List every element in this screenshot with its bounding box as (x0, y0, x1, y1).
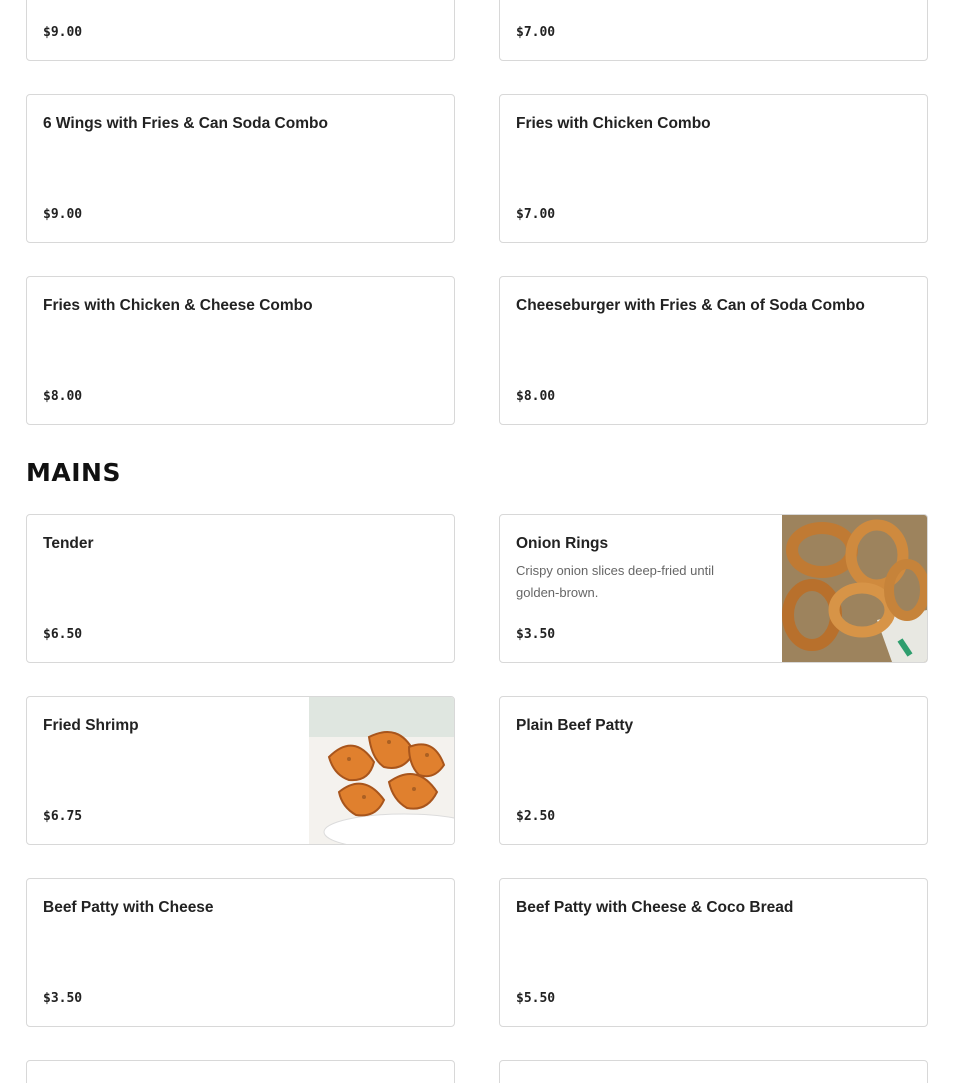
menu-item-name: Fries with Chicken & Cheese Combo (43, 297, 313, 314)
menu-item-card[interactable] (26, 1060, 455, 1083)
menu-item-price: $5.50 (516, 991, 556, 1006)
menu-item-card[interactable] (499, 276, 928, 425)
menu-item-card[interactable] (26, 514, 455, 663)
menu-item-price: $2.50 (516, 809, 556, 824)
menu-item-price: $6.50 (43, 627, 83, 642)
menu-item-price: $9.00 (43, 25, 83, 40)
menu-item-price: $9.00 (43, 207, 83, 222)
menu-item-card[interactable] (499, 696, 928, 845)
fried-shrimp-photo (309, 697, 454, 844)
menu-item-price: $3.50 (516, 627, 556, 642)
menu-item-price: $7.00 (516, 25, 556, 40)
menu-item-price: $3.50 (43, 991, 83, 1006)
menu-item-card[interactable] (499, 878, 928, 1027)
menu-item-card[interactable] (499, 1060, 928, 1083)
menu-item-card[interactable] (499, 0, 928, 61)
menu-item-description: Crispy onion slices deep-fried until golden-brown. (516, 563, 714, 600)
menu-item-card[interactable] (26, 94, 455, 243)
menu-item-name: Beef Patty with Cheese (43, 899, 214, 916)
menu-item-card[interactable] (26, 878, 455, 1027)
menu-item-name: Plain Beef Patty (516, 717, 634, 734)
menu-item-card[interactable] (26, 276, 455, 425)
menu-item-name: 6 Wings with Fries & Can Soda Combo (43, 115, 328, 132)
menu-item-card[interactable] (26, 0, 455, 61)
menu-item-price: $8.00 (43, 389, 83, 404)
menu-item-name: Onion Rings (516, 535, 609, 552)
section-title-mains: MAINS (26, 458, 121, 487)
menu-item-name: Fries with Chicken Combo (516, 115, 711, 132)
menu-item-name: Tender (43, 535, 94, 552)
menu-item-card[interactable] (499, 514, 928, 663)
menu-item-name: Beef Patty with Cheese & Coco Bread (516, 899, 794, 916)
menu-item-name: Fried Shrimp (43, 717, 139, 734)
menu-item-card[interactable] (499, 94, 928, 243)
menu-item-card[interactable] (26, 696, 455, 845)
menu-item-price: $8.00 (516, 389, 556, 404)
onion-rings-photo (782, 515, 927, 662)
menu-item-price: $6.75 (43, 809, 83, 824)
menu-item-name: Cheeseburger with Fries & Can of Soda Combo (516, 297, 865, 314)
menu-item-price: $7.00 (516, 207, 556, 222)
